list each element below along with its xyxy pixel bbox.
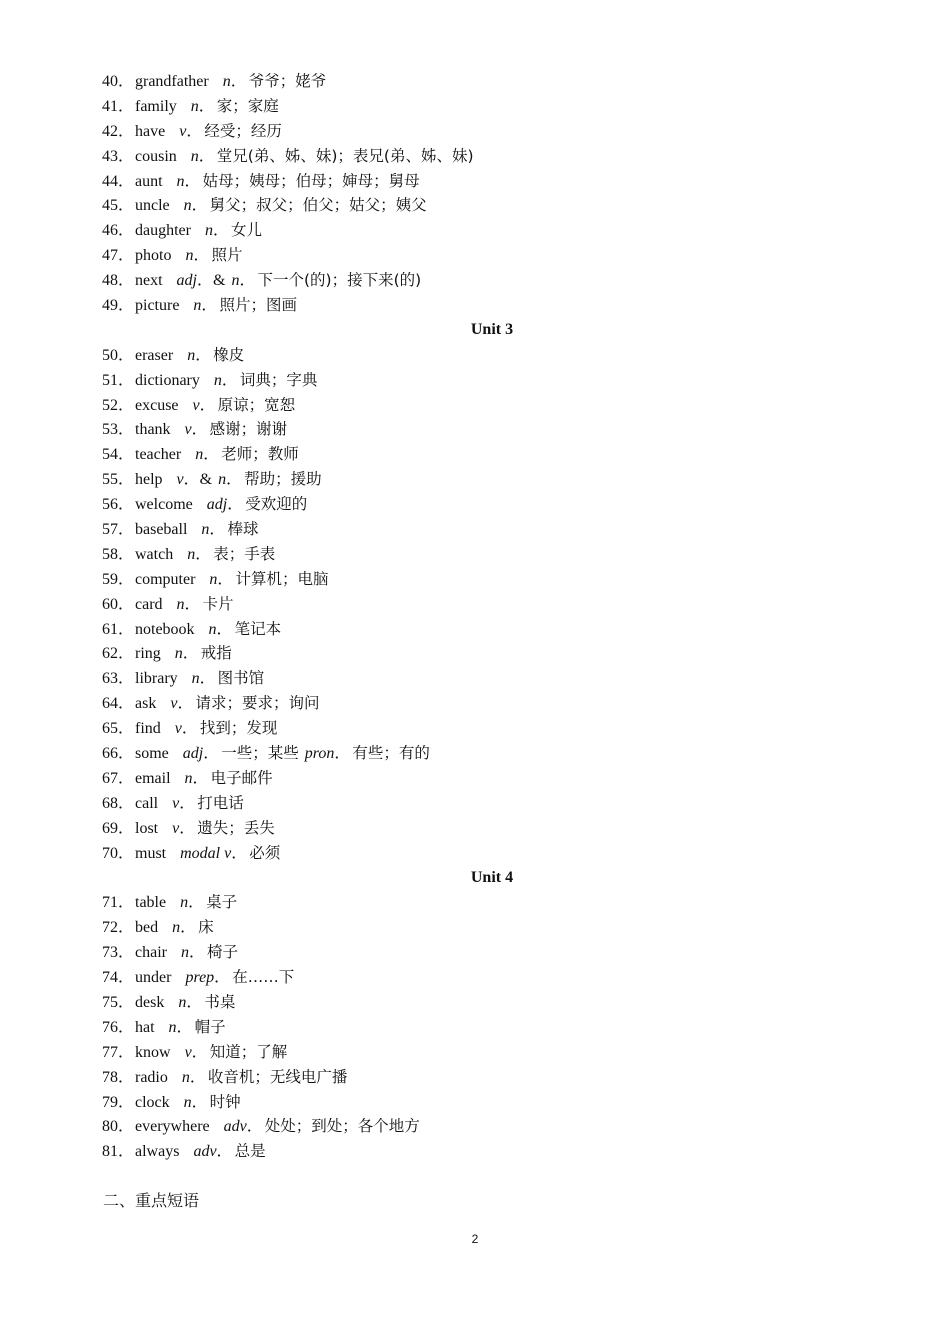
entry-word: daughter xyxy=(135,222,191,240)
separator: ． xyxy=(246,1118,263,1136)
part-of-speech: n xyxy=(218,471,227,489)
entry-word: desk xyxy=(135,993,165,1011)
entry-number: 56． xyxy=(102,496,135,514)
entry-word: radio xyxy=(135,1068,168,1086)
entry-number: 73． xyxy=(102,944,135,962)
separator: ． xyxy=(227,496,244,514)
vocab-entry xyxy=(102,890,882,915)
entry-word: have xyxy=(135,122,166,140)
part-of-speech: v xyxy=(170,695,178,713)
entry-number: 63． xyxy=(102,670,135,688)
vocab-entry xyxy=(102,791,882,816)
vocab-entry xyxy=(102,517,882,542)
chinese-meaning: 在……下 xyxy=(232,968,295,987)
vocab-entry xyxy=(102,368,882,393)
entry-number: 53． xyxy=(102,421,135,439)
chinese-meaning: 卡片 xyxy=(202,594,234,613)
chinese-meaning: 词典；字典 xyxy=(239,370,318,389)
unit-heading-label: Unit 4 xyxy=(470,868,514,886)
vocab-entry xyxy=(102,741,882,766)
entry-word: email xyxy=(135,769,171,787)
vocab-entry xyxy=(102,940,882,965)
vocab-entry xyxy=(102,567,882,592)
section-title: 二、重点短语 xyxy=(103,1191,200,1210)
vocab-entry xyxy=(102,841,882,866)
chinese-meaning: 家；家庭 xyxy=(216,96,279,115)
part-of-speech: v xyxy=(172,794,180,812)
chinese-meaning: 帽子 xyxy=(194,1017,226,1036)
entry-word: thank xyxy=(135,421,171,439)
entry-number: 42． xyxy=(102,122,135,140)
vocab-entry xyxy=(102,343,882,368)
entry-word: welcome xyxy=(135,496,193,514)
vocab-entry xyxy=(102,716,882,741)
vocab-entry xyxy=(102,1090,882,1115)
entry-word: call xyxy=(135,794,159,812)
vocab-entry xyxy=(102,119,882,144)
chinese-meaning: 经受；经历 xyxy=(204,121,282,140)
part-of-speech: pron xyxy=(304,745,335,763)
part-of-speech: v xyxy=(184,421,192,439)
part-of-speech: n xyxy=(181,1068,190,1086)
entry-number: 59． xyxy=(102,570,135,588)
entry-word: bed xyxy=(135,919,159,937)
separator: ． xyxy=(180,919,197,937)
entry-number: 79． xyxy=(102,1093,135,1111)
separator: ． xyxy=(191,1043,208,1061)
entry-word: clock xyxy=(135,1093,170,1111)
chinese-meaning: 舅父；叔父；伯父；姑父；姨父 xyxy=(209,196,427,215)
vocab-entry xyxy=(102,193,882,218)
entry-word: notebook xyxy=(135,620,195,638)
part-of-speech: n xyxy=(222,73,231,90)
part-of-speech: n xyxy=(180,944,189,962)
part-of-speech: n xyxy=(183,197,192,215)
part-of-speech: n xyxy=(183,1093,192,1111)
entry-word: next xyxy=(135,272,163,290)
separator: ． xyxy=(179,819,196,837)
separator: ． xyxy=(216,620,233,638)
part-of-speech: n xyxy=(176,595,185,613)
vocab-entry xyxy=(102,417,882,442)
separator: ． xyxy=(189,1068,206,1086)
part-of-speech: v xyxy=(174,720,182,738)
vocab-entry xyxy=(102,492,882,517)
vocab-entry xyxy=(102,1139,882,1164)
entry-number: 50． xyxy=(102,346,135,364)
vocab-entry xyxy=(102,816,882,841)
separator: ． xyxy=(231,844,248,862)
chinese-meaning: 打电话 xyxy=(197,793,244,812)
entry-word: card xyxy=(135,595,163,613)
separator: ． xyxy=(216,1143,233,1161)
entry-word: computer xyxy=(135,570,196,588)
part-of-speech: n xyxy=(180,894,189,912)
separator: ． xyxy=(193,247,210,265)
chinese-meaning: 找到；发现 xyxy=(199,719,278,738)
chinese-meaning: 时钟 xyxy=(209,1092,241,1111)
entry-word: family xyxy=(135,97,177,115)
separator xyxy=(299,745,303,762)
entry-number: 52． xyxy=(102,396,135,414)
vocab-entry xyxy=(102,965,882,990)
separator: ． xyxy=(177,695,194,713)
chinese-meaning: 一些；某些 xyxy=(221,744,299,763)
entry-word: excuse xyxy=(135,396,179,414)
vocab-entry xyxy=(102,915,882,940)
separator: ． xyxy=(184,172,201,190)
entry-number: 43． xyxy=(102,147,135,165)
separator: ． xyxy=(176,1018,193,1036)
entry-number: 68． xyxy=(102,794,135,812)
part-of-speech: adj xyxy=(206,496,228,514)
chinese-meaning: 橡皮 xyxy=(213,345,245,364)
chinese-meaning: 女儿 xyxy=(231,221,263,240)
chinese-meaning: 感谢；谢谢 xyxy=(209,420,288,439)
entry-number: 48． xyxy=(102,272,135,290)
separator: ． xyxy=(198,147,215,165)
entry-number: 69． xyxy=(102,819,135,837)
part-of-speech: n xyxy=(185,247,194,265)
chinese-meaning: 照片；图画 xyxy=(219,296,297,315)
chinese-meaning: 下一个(的)；接下来(的) xyxy=(257,271,422,290)
entry-word: cousin xyxy=(135,147,177,165)
entry-word: must xyxy=(135,844,167,862)
chinese-meaning: 姑母；姨母；伯母；婶母；舅母 xyxy=(202,171,420,190)
vocab-entry xyxy=(102,990,882,1015)
part-of-speech: n xyxy=(231,272,240,290)
part-of-speech: n xyxy=(174,645,183,663)
entry-word: ask xyxy=(135,695,157,713)
separator: ． xyxy=(226,471,243,489)
entry-word: dictionary xyxy=(135,371,200,389)
part-of-speech: adv xyxy=(223,1118,247,1136)
vocab-entry xyxy=(102,666,882,691)
part-of-speech: modal v xyxy=(180,844,232,862)
part-of-speech: n xyxy=(195,446,204,464)
separator: ． xyxy=(192,769,209,787)
chinese-meaning: 原谅；宽恕 xyxy=(217,395,296,414)
entry-word: photo xyxy=(135,247,172,265)
entry-number: 46． xyxy=(102,222,135,240)
part-of-speech: n xyxy=(176,172,185,190)
separator: ． xyxy=(334,745,351,763)
entry-number: 67． xyxy=(102,769,135,787)
chinese-meaning: 椅子 xyxy=(207,943,239,962)
chinese-meaning: 电子邮件 xyxy=(210,768,273,787)
entry-number: 62． xyxy=(102,645,135,663)
chinese-meaning: 戒指 xyxy=(200,644,232,663)
vocab-entry xyxy=(102,1114,882,1139)
separator: ． xyxy=(212,222,229,240)
chinese-meaning: 知道；了解 xyxy=(209,1042,288,1061)
vocabulary-list xyxy=(102,69,882,1164)
entry-word: picture xyxy=(135,297,180,315)
unit-heading xyxy=(102,866,882,891)
entry-word: under xyxy=(135,969,172,987)
part-of-speech: n xyxy=(187,346,196,364)
entry-number: 44． xyxy=(102,172,135,190)
entry-number: 41． xyxy=(102,97,135,115)
entry-word: baseball xyxy=(135,521,188,539)
vocab-entry xyxy=(102,144,882,169)
entry-word: library xyxy=(135,670,178,688)
part-of-speech: adv xyxy=(193,1143,217,1161)
entry-number: 64． xyxy=(102,695,135,713)
entry-number: 78． xyxy=(102,1068,135,1086)
chinese-meaning: 请求；要求；询问 xyxy=(195,694,320,713)
part-of-speech: adj xyxy=(176,272,197,290)
entry-number: 74． xyxy=(102,969,135,987)
vocab-entry xyxy=(102,243,882,268)
entry-word: everywhere xyxy=(135,1118,210,1136)
unit-heading-label: Unit 3 xyxy=(470,320,514,338)
unit-heading xyxy=(102,318,882,343)
entry-word: always xyxy=(135,1143,180,1161)
separator: ． xyxy=(191,197,208,215)
separator: ． xyxy=(188,944,205,962)
chinese-meaning: 必须 xyxy=(249,843,281,862)
entry-number: 70． xyxy=(102,844,135,862)
part-of-speech: v xyxy=(179,122,187,140)
entry-number: 61． xyxy=(102,620,135,638)
separator: ． xyxy=(214,969,231,987)
part-of-speech: n xyxy=(201,521,210,539)
chinese-meaning: 总是 xyxy=(234,1142,266,1161)
part-of-speech: n xyxy=(190,97,199,115)
separator: ．& xyxy=(197,272,230,290)
entry-number: 57． xyxy=(102,521,135,539)
chinese-meaning: 表；手表 xyxy=(213,544,276,563)
vocab-entry xyxy=(102,293,882,318)
chinese-meaning: 笔记本 xyxy=(234,619,282,638)
part-of-speech: v xyxy=(172,819,180,837)
vocab-entry xyxy=(102,467,882,492)
separator: ． xyxy=(221,371,238,389)
entry-word: eraser xyxy=(135,346,174,364)
separator: ． xyxy=(201,297,218,315)
part-of-speech: adj xyxy=(182,745,204,763)
entry-number: 40． xyxy=(102,73,135,90)
separator: ． xyxy=(188,894,205,912)
separator: ． xyxy=(199,670,216,688)
chinese-meaning: 桌子 xyxy=(206,893,238,912)
entry-number: 76． xyxy=(102,1018,135,1036)
part-of-speech: n xyxy=(213,371,222,389)
chinese-meaning: 棒球 xyxy=(227,520,259,539)
part-of-speech: n xyxy=(190,147,199,165)
vocab-entry xyxy=(102,393,882,418)
entry-word: watch xyxy=(135,545,174,563)
entry-word: table xyxy=(135,894,167,912)
vocab-entry xyxy=(102,641,882,666)
entry-number: 81． xyxy=(102,1143,135,1161)
separator: ． xyxy=(195,346,212,364)
separator: ． xyxy=(184,595,201,613)
part-of-speech: n xyxy=(208,620,217,638)
separator: ． xyxy=(181,720,198,738)
entry-word: teacher xyxy=(135,446,182,464)
separator: ． xyxy=(191,421,208,439)
separator: ． xyxy=(203,745,220,763)
chinese-meaning: 收音机；无线电广播 xyxy=(207,1067,348,1086)
separator: ． xyxy=(195,545,212,563)
separator: ． xyxy=(209,521,226,539)
entry-word: uncle xyxy=(135,197,170,215)
separator: ． xyxy=(182,645,199,663)
separator: ． xyxy=(230,73,247,90)
part-of-speech: v xyxy=(176,471,184,489)
separator: ． xyxy=(203,446,220,464)
entry-number: 49． xyxy=(102,297,135,315)
entry-word: lost xyxy=(135,819,159,837)
chinese-meaning: 帮助；援助 xyxy=(244,470,322,489)
entry-number: 75． xyxy=(102,993,135,1011)
entry-word: hat xyxy=(135,1018,155,1036)
part-of-speech: v xyxy=(192,396,200,414)
chinese-meaning: 受欢迎的 xyxy=(245,495,308,514)
vocab-entry xyxy=(102,1065,882,1090)
entry-word: chair xyxy=(135,944,167,962)
entry-number: 80． xyxy=(102,1118,135,1136)
vocab-entry xyxy=(102,592,882,617)
separator: ． xyxy=(186,993,203,1011)
chinese-meaning: 爷爷；姥爷 xyxy=(248,72,327,90)
entry-number: 60． xyxy=(102,595,135,613)
part-of-speech: n xyxy=(187,545,196,563)
vocab-entry xyxy=(102,617,882,642)
entry-word: some xyxy=(135,745,169,763)
vocab-entry xyxy=(102,442,882,467)
entry-number: 66． xyxy=(102,745,135,763)
entry-word: help xyxy=(135,471,163,489)
part-of-speech: prep xyxy=(185,969,215,987)
separator: ． xyxy=(198,97,215,115)
vocab-entry xyxy=(102,218,882,243)
entry-word: know xyxy=(135,1043,171,1061)
vocab-entry xyxy=(102,169,882,194)
separator: ． xyxy=(179,794,196,812)
separator: ． xyxy=(186,122,203,140)
part-of-speech: v xyxy=(184,1043,192,1061)
vocab-entry xyxy=(102,94,882,119)
part-of-speech: n xyxy=(191,670,200,688)
entry-number: 58． xyxy=(102,545,135,563)
vocab-entry xyxy=(102,1015,882,1040)
part-of-speech: n xyxy=(184,769,193,787)
chinese-meaning: 堂兄(弟、姊、妹)；表兄(弟、姊、妹) xyxy=(216,146,474,165)
chinese-meaning: 遗失；丢失 xyxy=(197,818,275,837)
entry-number: 72． xyxy=(102,919,135,937)
chinese-meaning: 老师；教师 xyxy=(221,445,299,464)
chinese-meaning: 床 xyxy=(198,918,214,937)
entry-number: 45． xyxy=(102,197,135,215)
part-of-speech: n xyxy=(193,297,202,315)
entry-number: 51． xyxy=(102,371,135,389)
separator: ． xyxy=(199,396,216,414)
part-of-speech: n xyxy=(168,1018,177,1036)
chinese-meaning: 处处；到处；各个地方 xyxy=(264,1117,420,1136)
entry-word: aunt xyxy=(135,172,163,190)
entry-number: 65． xyxy=(102,720,135,738)
entry-number: 47． xyxy=(102,247,135,265)
part-of-speech: n xyxy=(204,222,213,240)
vocab-entry xyxy=(102,766,882,791)
entry-number: 55． xyxy=(102,471,135,489)
part-of-speech: n xyxy=(178,993,187,1011)
separator: ． xyxy=(239,272,256,290)
entry-number: 54． xyxy=(102,446,135,464)
separator: ．& xyxy=(183,471,217,489)
chinese-meaning: 照片 xyxy=(211,246,243,265)
page-number: 2 xyxy=(471,1232,479,1246)
vocab-entry xyxy=(102,542,882,567)
entry-word: grandfather xyxy=(135,73,209,90)
separator: ． xyxy=(217,570,234,588)
vocab-entry xyxy=(102,691,882,716)
part-of-speech: n xyxy=(209,570,218,588)
chinese-meaning: 计算机；电脑 xyxy=(235,569,329,588)
vocab-entry xyxy=(102,69,882,94)
chinese-meaning: 图书馆 xyxy=(217,669,265,688)
chinese-meaning: 有些；有的 xyxy=(352,744,430,763)
entry-word: find xyxy=(135,720,161,738)
vocab-entry xyxy=(102,268,882,293)
separator: ． xyxy=(191,1093,208,1111)
entry-number: 71． xyxy=(102,894,135,912)
entry-number: 77． xyxy=(102,1043,135,1061)
vocab-entry xyxy=(102,1040,882,1065)
entry-word: ring xyxy=(135,645,161,663)
part-of-speech: n xyxy=(172,919,181,937)
chinese-meaning: 书桌 xyxy=(204,992,236,1011)
